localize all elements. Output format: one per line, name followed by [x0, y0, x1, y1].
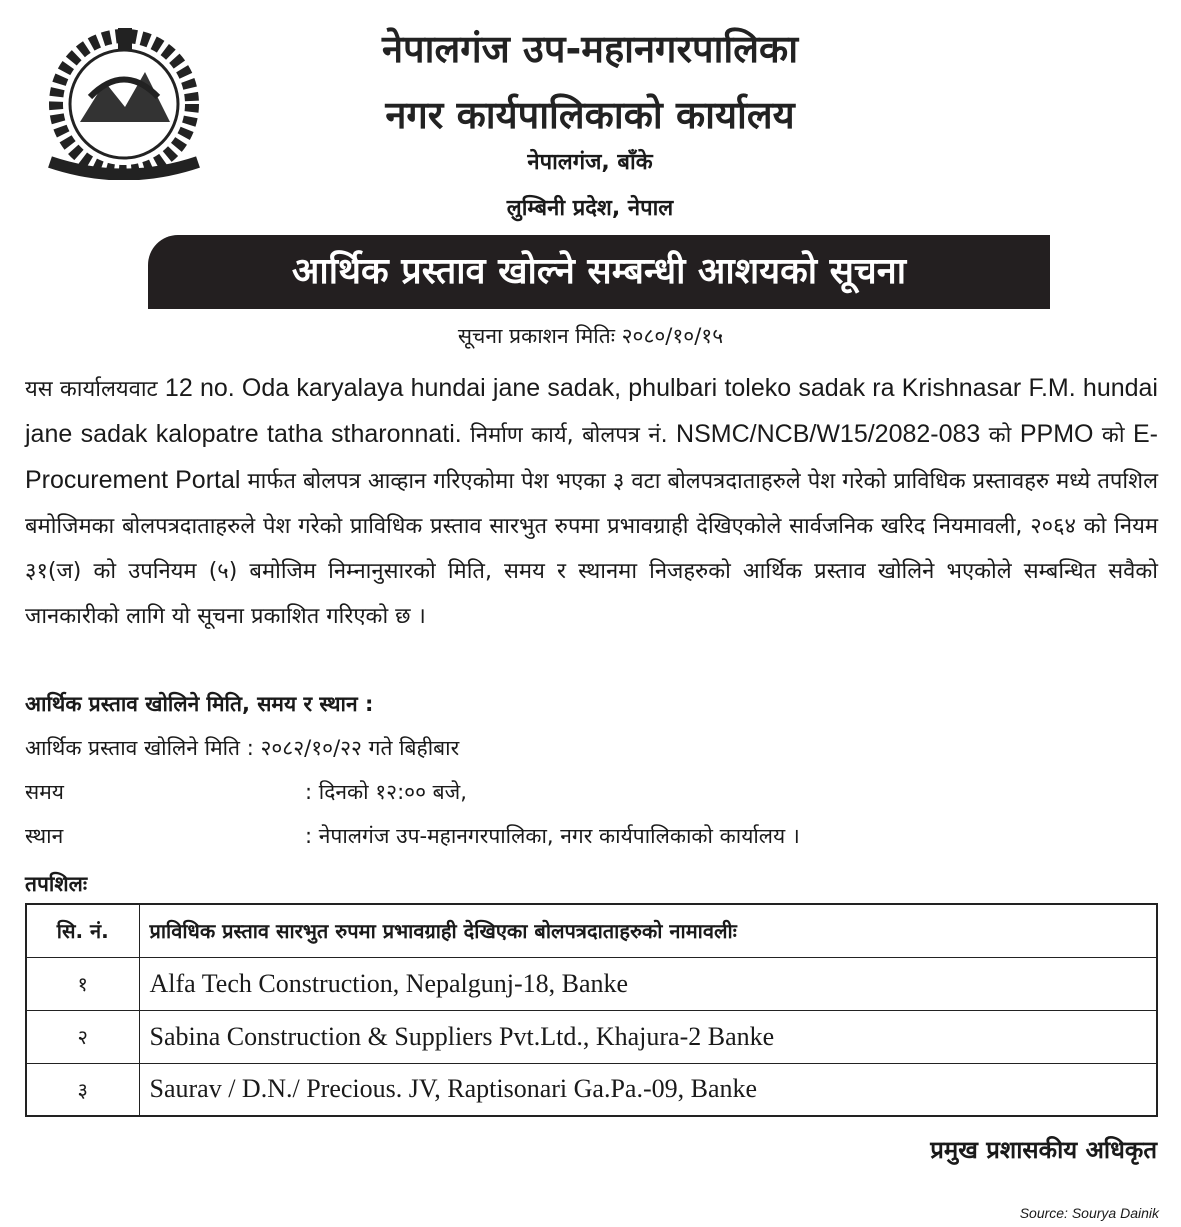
project-name: 12 no. Oda karyalaya hundai jane sadak, phulbari toleko sadak ra Krishnasar F.M. hundai jane sadak kalopatre tatha stharonnati. [25, 374, 1158, 448]
body-text: मार्फत बोलपत्र आव्हान गरिएकोमा पेश भएका ३ वटा बोलपत्रदाताहरुले पेश गरेको प्राविधिक प्रस्तावहरु मध्ये तपशिल बमोजिमका बोलपत्रदाताहरुले पेश गरेको प्राविधिक प्रस्ताव सारभुत रुपमा प्रभावग्राही देखिएकोले सार्वजनिक खरिद नियमावली, २०६४ को नियम ३१(ज) को उपनियम (५) बमोजिम निम्नानुसारको मिति, समय र स्थानमा निजहरुको आर्थिक प्रस्ताव खोलिने भएकोले सम्बन्धित सवैको जानकारीको लागि यो सूचना प्रकाशित गरिएको छ । [25, 469, 1158, 629]
signatory: प्रमुख प्रशासकीय अधिकृत [930, 1136, 1157, 1164]
schedule-date [25, 734, 459, 762]
body-text: यस कार्यालयवाट [25, 377, 165, 402]
row-sn: ३ [26, 1063, 139, 1116]
province: लुम्बिनी प्रदेश, नेपाल [506, 196, 674, 221]
place-label: स्थान [25, 824, 64, 848]
table-row [26, 1010, 1157, 1063]
row-sn: २ [26, 1010, 139, 1063]
ppmo-text: PPMO [1019, 420, 1094, 448]
bid-number: NSMC/NCB/W15/2082-083 [676, 420, 981, 448]
portal-name: E-Procurement Portal [25, 420, 1158, 494]
table-row [26, 957, 1157, 1010]
notice-body [25, 366, 1158, 639]
time-label: समय [25, 780, 64, 804]
nepal-emblem-icon [30, 22, 218, 180]
office-name: नगर कार्यपालिकाको कार्यालय [385, 93, 795, 137]
bidders-table [25, 903, 1158, 1117]
col-sn: सि. नं. [26, 904, 139, 957]
body-text: को [1093, 423, 1133, 448]
table-row [26, 1063, 1157, 1116]
place-value: : नेपालगंज उप-महानगरपालिका, नगर कार्यपालिकाको कार्यालय । [305, 824, 800, 848]
date-value: : २०८२/१०/२२ गते बिहीबार [246, 736, 460, 760]
row-name: Alfa Tech Construction, Nepalgunj-18, Banke [139, 957, 1157, 1010]
notice-title: आर्थिक प्रस्ताव खोल्ने सम्बन्धी आशयको सूचना [148, 235, 1050, 309]
time-value: : दिनको १२:०० बजे, [305, 780, 467, 804]
schedule-heading: आर्थिक प्रस्ताव खोलिने मिति, समय र स्थान : [25, 692, 374, 716]
publish-date: सूचना प्रकाशन मितिः २०८०/१०/१५ [457, 324, 724, 348]
schedule-time [25, 778, 467, 806]
row-name: Sabina Construction & Suppliers Pvt.Ltd., Khajura-2 Banke [139, 1010, 1157, 1063]
col-name: प्राविधिक प्रस्ताव सारभुत रुपमा प्रभावग्राही देखिएका बोलपत्रदाताहरुको नामावलीः [139, 904, 1157, 957]
row-sn: १ [26, 957, 139, 1010]
date-label: आर्थिक प्रस्ताव खोलिने मिति [25, 736, 241, 760]
org-name: नेपालगंज उप-महानगरपालिका [381, 27, 799, 71]
details-heading: तपशिलः [25, 872, 88, 896]
table-header [26, 904, 1157, 957]
city: नेपालगंज, बाँके [527, 150, 653, 175]
source-credit: Source: Sourya Dainik [1019, 1205, 1159, 1221]
body-text: निर्माण कार्य, बोलपत्र नं. [461, 423, 677, 448]
row-name: Saurav / D.N./ Precious. JV, Raptisonari Ga.Pa.-09, Banke [139, 1063, 1157, 1116]
schedule-place [25, 822, 800, 850]
body-text: को [980, 423, 1020, 448]
